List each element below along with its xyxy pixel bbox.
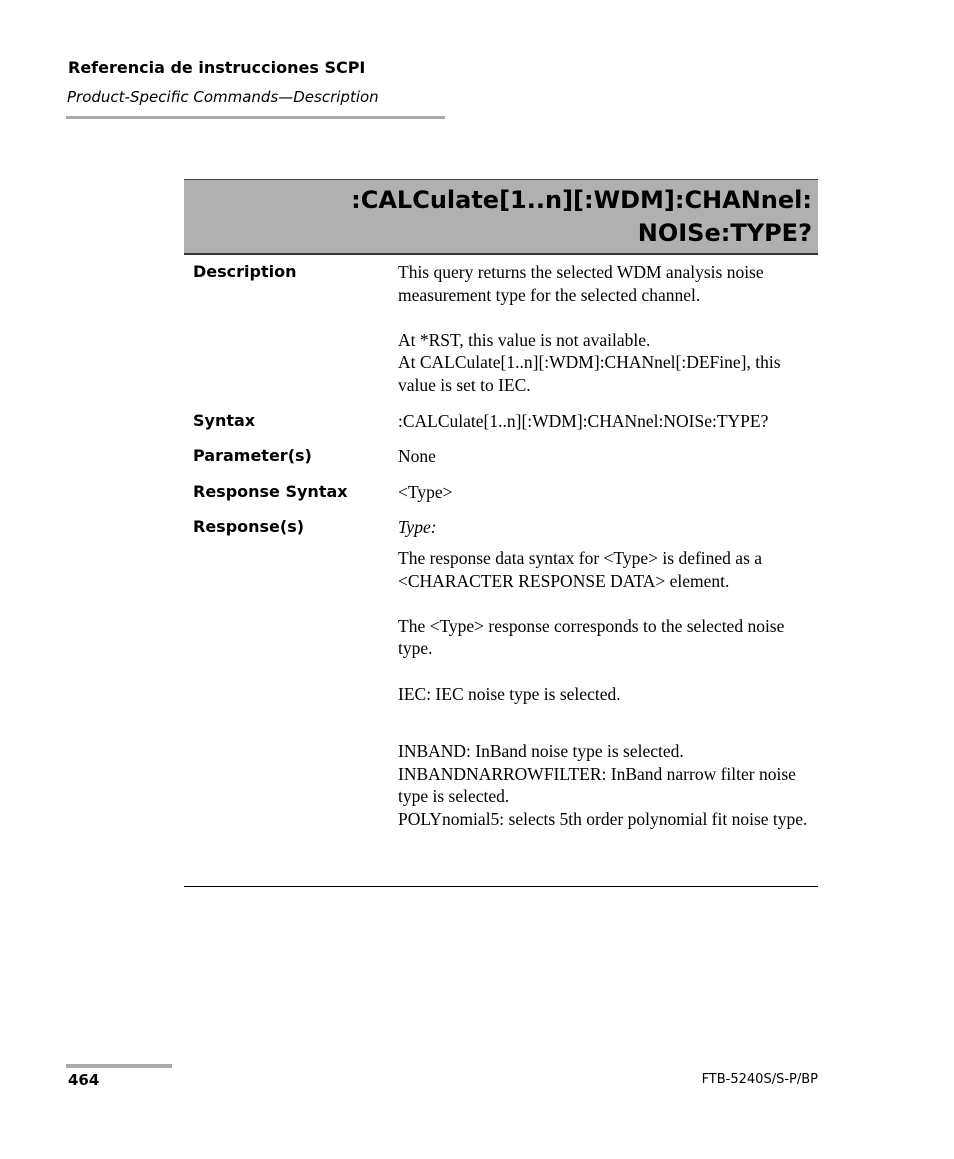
- value-responses: [398, 516, 813, 830]
- response-text-2: The <Type> response corresponds to the selected noise type.: [398, 615, 785, 659]
- label-description: Description: [193, 262, 297, 281]
- command-table: [184, 255, 818, 830]
- header-divider: [66, 116, 445, 119]
- header-subtitle: Product-Specific Commands—Description: [67, 88, 379, 106]
- label-parameters: Parameter(s): [193, 446, 312, 466]
- description-text-1: This query returns the selected WDM analysis noise measurement type for the selected channel.: [398, 262, 764, 305]
- value-parameters: None: [398, 446, 436, 467]
- label-response-syntax: Response Syntax: [193, 481, 348, 501]
- command-banner: [184, 179, 818, 255]
- response-name: Type:: [398, 517, 437, 538]
- description-text-3: At CALCulate[1..n][:WDM]:CHANnel[:DEFine], this value is set to IEC.: [398, 352, 781, 395]
- value-description: [398, 261, 813, 397]
- header-title: Referencia de instrucciones SCPI: [68, 58, 366, 77]
- value-syntax: :CALCulate[1..n][:WDM]:CHANnel:NOISe:TYPE?: [398, 410, 769, 431]
- row-parameters: [184, 445, 818, 468]
- response-text-5: INBANDNARROWFILTER: InBand narrow filter noise type is selected.: [398, 763, 796, 807]
- page-number: 464: [68, 1071, 100, 1089]
- label-responses: Response(s): [193, 517, 305, 537]
- row-response-syntax: [184, 481, 818, 504]
- row-description: [184, 255, 818, 397]
- response-text-6: POLYnomial5: selects 5th order polynomial fit noise type.: [398, 808, 808, 829]
- description-text-2: At *RST, this value is not available.: [398, 329, 651, 350]
- label-syntax: Syntax: [193, 410, 256, 430]
- response-text-4: INBAND: InBand noise type is selected.: [398, 741, 684, 762]
- response-text-3: IEC: IEC noise type is selected.: [398, 683, 621, 704]
- response-text-1: The response data syntax for <Type> is defined as a <CHARACTER RESPONSE DATA> element.: [398, 547, 763, 591]
- footer-divider: [66, 1064, 172, 1068]
- product-name: FTB-5240S/S-P/BP: [701, 1072, 818, 1087]
- table-bottom-rule: [184, 886, 818, 887]
- value-response-syntax: <Type>: [398, 481, 453, 502]
- row-syntax: [184, 410, 818, 433]
- row-responses: [184, 516, 818, 830]
- command-title: :CALCulate[1..n][:WDM]:CHANnel: NOISe:TYPE?: [351, 186, 812, 247]
